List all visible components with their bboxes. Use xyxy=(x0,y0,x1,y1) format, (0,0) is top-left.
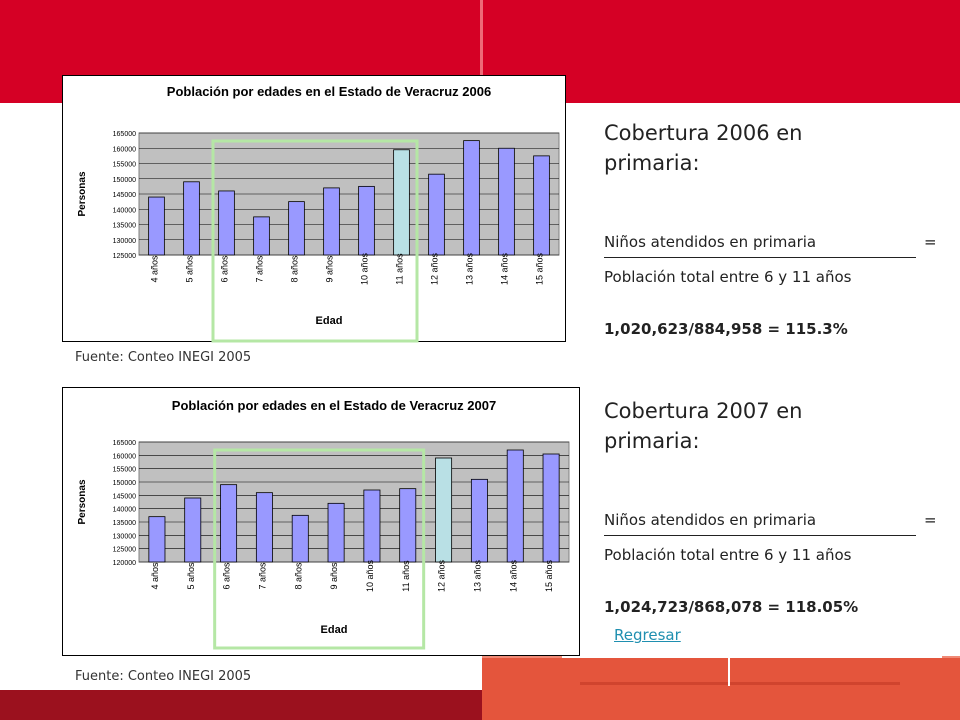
y-tick-label: 160000 xyxy=(112,146,136,154)
x-tick-label: 11 años xyxy=(400,560,411,592)
plot-area xyxy=(139,442,569,562)
source-note-2007: Fuente: Conteo INEGI 2005 xyxy=(75,669,252,684)
bar xyxy=(289,202,305,255)
y-tick-label: 130000 xyxy=(112,533,136,541)
coverage-2007-denominator: Población total entre 6 y 11 años xyxy=(604,546,852,564)
x-tick-label: 12 años xyxy=(436,559,447,593)
x-tick-label: 5 años xyxy=(184,255,195,283)
bar xyxy=(221,485,237,562)
x-tick-label: 6 años xyxy=(219,255,230,283)
x-tick-label: 9 años xyxy=(329,562,340,590)
y-tick-label: 125000 xyxy=(112,546,136,554)
coverage-2006-numerator: Niños atendidos en primaria xyxy=(604,233,817,251)
x-tick-label: 10 años xyxy=(359,252,370,286)
x-tick-label: 14 años xyxy=(508,559,519,593)
coverage-2006-equals: = xyxy=(924,233,937,251)
bar xyxy=(429,174,445,255)
chart-2007-svg xyxy=(63,388,579,655)
y-tick-label: 140000 xyxy=(112,506,136,514)
coverage-2006-denominator: Población total entre 6 y 11 años xyxy=(604,268,852,286)
bar xyxy=(464,141,480,255)
coverage-2006-title: Cobertura 2006 en primaria: xyxy=(604,121,803,175)
bar xyxy=(364,490,380,562)
x-tick-label: 4 años xyxy=(149,562,160,590)
y-tick-label: 150000 xyxy=(112,480,136,487)
y-tick-label: 165000 xyxy=(112,131,136,138)
y-tick-label: 140000 xyxy=(112,207,136,215)
footer-gap xyxy=(562,652,942,658)
bar xyxy=(185,498,201,562)
bar xyxy=(324,188,340,255)
coverage-2006-fraction-line xyxy=(604,257,916,258)
footer-tick xyxy=(728,656,730,686)
bar xyxy=(499,148,515,255)
x-tick-label: 8 años xyxy=(293,562,304,590)
coverage-2007-numerator: Niños atendidos en primaria xyxy=(604,511,817,529)
bar xyxy=(507,450,523,562)
bar xyxy=(328,503,344,562)
x-tick-label: 15 años xyxy=(544,559,555,593)
bar xyxy=(256,493,272,562)
footer-bar-left xyxy=(0,690,482,720)
x-tick-label: 13 años xyxy=(472,559,483,593)
bar xyxy=(292,515,308,562)
y-tick-label: 130000 xyxy=(112,237,136,245)
chart-title: Población por edades en el Estado de Veracruz 2007 xyxy=(171,398,497,413)
chart-2007 xyxy=(62,387,580,656)
bar xyxy=(359,186,375,255)
y-axis-label: Personas xyxy=(77,479,88,525)
y-tick-label: 155000 xyxy=(112,161,136,169)
y-tick-label: 160000 xyxy=(112,453,136,461)
bar xyxy=(149,197,165,255)
y-tick-label: 135000 xyxy=(112,222,136,230)
bar xyxy=(149,517,165,562)
coverage-2007-title: Cobertura 2007 en primaria: xyxy=(604,399,803,453)
x-tick-label: 15 años xyxy=(534,252,545,286)
y-axis-label: Personas xyxy=(77,171,88,217)
x-axis-label: Edad xyxy=(315,315,343,327)
source-note-2006: Fuente: Conteo INEGI 2005 xyxy=(75,350,252,365)
x-tick-label: 8 años xyxy=(289,255,300,283)
bar xyxy=(534,156,550,255)
chart-2006-svg xyxy=(63,76,565,341)
y-tick-label: 145000 xyxy=(112,493,136,501)
x-tick-label: 11 años xyxy=(394,253,405,285)
bar xyxy=(184,182,200,255)
x-tick-label: 13 años xyxy=(464,252,475,286)
bar xyxy=(394,150,410,255)
footer-bar-right xyxy=(482,656,960,720)
y-tick-label: 145000 xyxy=(112,192,136,199)
y-tick-label: 150000 xyxy=(112,176,136,184)
bar xyxy=(436,458,452,562)
bar xyxy=(471,479,487,562)
y-tick-label: 135000 xyxy=(112,520,136,527)
x-tick-label: 4 años xyxy=(149,255,160,283)
bar xyxy=(254,217,270,255)
y-tick-label: 165000 xyxy=(112,440,136,447)
chart-title: Población por edades en el Estado de Veracruz 2006 xyxy=(166,84,492,99)
coverage-2007-equals: = xyxy=(924,511,937,529)
chart-2006 xyxy=(62,75,566,342)
coverage-2007-result: 1,024,723/868,078 = 118.05% xyxy=(604,598,859,616)
bar xyxy=(543,454,559,562)
y-tick-label: 155000 xyxy=(112,466,136,474)
x-tick-label: 7 años xyxy=(257,562,268,590)
x-axis-label: Edad xyxy=(320,624,348,636)
footer-stripe xyxy=(580,682,900,685)
bar xyxy=(400,489,416,562)
bar xyxy=(219,191,235,255)
x-tick-label: 5 años xyxy=(185,562,196,590)
coverage-2006-result: 1,020,623/884,958 = 115.3% xyxy=(604,320,848,338)
x-tick-label: 12 años xyxy=(429,252,440,286)
coverage-2007-fraction-line xyxy=(604,535,916,536)
y-tick-label: 120000 xyxy=(112,560,136,567)
x-tick-label: 9 años xyxy=(324,255,335,283)
back-link[interactable]: Regresar xyxy=(614,626,681,644)
x-tick-label: 14 años xyxy=(499,252,510,286)
x-tick-label: 6 años xyxy=(221,562,232,590)
x-tick-label: 7 años xyxy=(254,255,265,283)
x-tick-label: 10 años xyxy=(364,559,375,593)
y-tick-label: 125000 xyxy=(112,253,136,260)
